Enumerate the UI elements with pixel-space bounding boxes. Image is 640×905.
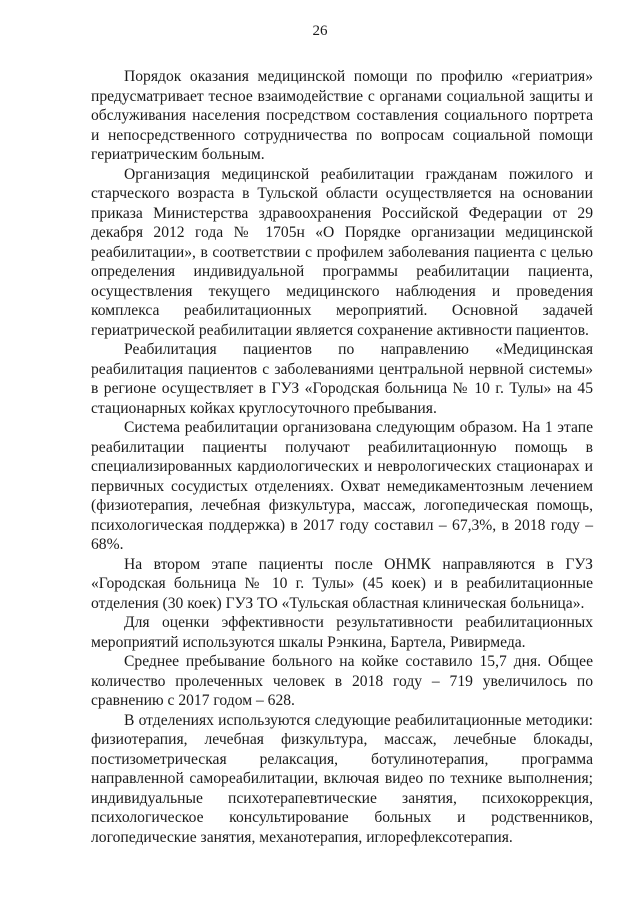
paragraph-cns-rehabilitation: Реабилитация пациентов по направлению «Медицинская реабилитация пациентов с заболеваниями центральной нервной системы» в регионе осуществляет в ГУЗ «Городская больница № 10 г. Тулы» на 45 стационарных койках круглосуточного пребывания. bbox=[91, 341, 593, 417]
paragraph-stage-one: Система реабилитации организована следующим образом. На 1 этапе реабилитации пациенты получают реабилитационную помощь в специализированных кардиологических и неврологических стационарах и первичных сосудистых отделениях. Охват немедикаментозным лечением (физиотерапия, лечебная физкультура, массаж, логопедическая помощь, психологическая поддержка) в 2017 году составил – 67,3%, в 2018 году – 68%. bbox=[91, 419, 593, 553]
paragraph-stage-two: На втором этапе пациенты после ОНМК направляются в ГУЗ «Городская больница № 10 г. Тулы» (45 коек) и в реабилитационные отделения (30 коек) ГУЗ ТО «Тульская областная клиническая больница». bbox=[91, 555, 593, 612]
paragraph-assessment-scales: Для оценки эффективности результативности реабилитационных мероприятий используются шкалы Рэнкина, Бартела, Ривирмеда. bbox=[91, 614, 593, 651]
paragraph-bed-stay: Среднее пребывание больного на койке составило 15,7 дня. Общее количество пролеченных человек в 2018 году – 719 увеличилось по сравнению с 2017 годом – 628. bbox=[91, 653, 593, 709]
paragraph-rehabilitation-organization: Организация медицинской реабилитации гражданам пожилого и старческого возраста в Тульской области осуществляется на основании приказа Министерства здравоохранения Российской Федерации от 29 декабря 2012 года № 1705н «О Порядке организации медицинской реабилитации», в соответствии с профилем заболевания пациента с целью определения индивидуальной программы реабилитации пациента, осуществления текущего медицинского наблюдения и проведения комплекса реабилитационных мероприятий. Основной задачей гериатрической реабилитации является сохранение активности пациентов. bbox=[91, 165, 593, 339]
paragraph-geriatric-care: Порядок оказания медицинской помощи по профилю «гериатрия» предусматривает тесное взаимодействие с органами социальной защиты и обслуживания населения посредством составления социального портрета и непосредственного сотрудничества по вопросам социальной помощи гериатрическим больным. bbox=[91, 68, 593, 163]
document-body bbox=[91, 67, 593, 847]
page-number: 26 bbox=[312, 23, 328, 39]
paragraph-methods: В отделениях используются следующие реабилитационные методики: физиотерапия, лечебная физкультура, массаж, лечебные блокады, постизометрическая релаксация, ботулинотерапия, программа направленной самореабилитации, включая видео по технике выполнения; индивидуальные психотерапевтические занятия, психокоррекция, психологическое консультирование больных и родственников, логопедические занятия, механотерапия, иглорефлексотерапия. bbox=[91, 711, 593, 846]
